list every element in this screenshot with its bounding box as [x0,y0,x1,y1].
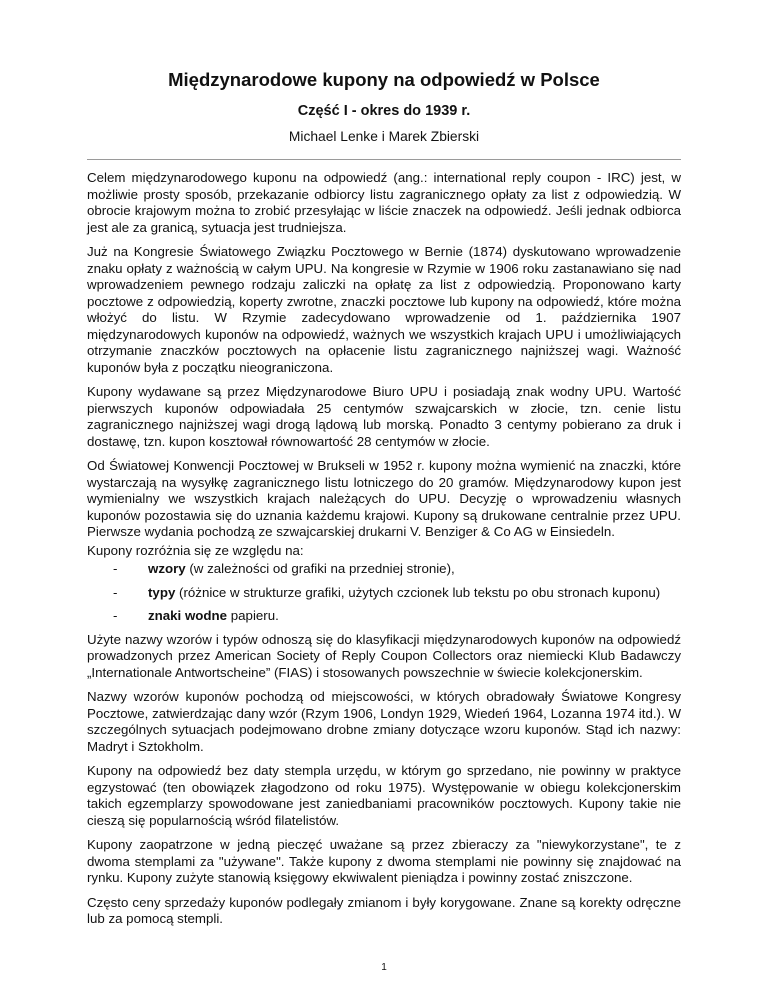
list-dash: - [113,608,118,623]
paragraph-history: Już na Kongresie Światowego Związku Pocztowego w Bernie (1874) dyskutowano wprowadzenie znaku opłaty z ważnością w całym UPU. Na kongresie w Rzymie w 1906 roku zastanawiano się nad wprowadzeniem pewnego rodzaju zaliczki na opłatę za list z odpowiedzią. Proponowano karty pocztowe z odpowiedzią, koperty zwrotne, znaczki pocztowe lub kupony na odpowiedź, które można włożyć do listu. W Rzymie zadecydowano wprowadzenie od 1. października 1907 międzynarodowych kuponów na odpowiedź, ważnych we wszystkich krajach UPU i umożliwiających otrzymanie znaczków pocztowych na opłacenie listu zagranicznego najniższej wagi. Ważność kuponów była z początku nieograniczona. [87,244,681,375]
list-item-term: typy [148,584,176,600]
paragraph-classification: Użyte nazwy wzorów i typów odnoszą się do klasyfikacji międzynarodowych kuponów na odpowiedź prowadzonych przez American Society of Reply Coupon Collectors oraz niemiecki Klub Badawczy „Internationale Antwortscheine” (FIAS) i stosowanych powszechnie w świecie kolekcjonerskim. [87,631,681,680]
list-item [87,608,681,625]
list-dash: - [113,584,118,600]
list-item-term: wzory [148,561,186,576]
paragraph-cancellations: Kupony zaopatrzone w jedną pieczęć uważane są przez zbieraczy za "niewykorzystane", te z dwoma stemplami za "używane". Także kupony z dwoma stemplami nie powinny się znajdować na rynku. Kupony zużyte stanowią księgowy ekwiwalent pieniądza i powinny zostać zniszczone. [87,837,681,885]
list-item-text: (różnice w strukturze grafiki, użytych czcionek lub tekstu po obu stronach kuponu) [175,584,661,600]
paragraph-brussels: Od Światowej Konwencji Pocztowej w Brukseli w 1952 r. kupony można wymienić na znaczki, które wystarczają na wysyłkę zagranicznego listu lotniczego do 20 gramów. Międzynarodowy kupon jest wymienialny we wszystkich krajach należących do UPU. Decyzję o wprowadzeniu własnych kuponów pozostawia się do uznania każdemu krajowi. Kupony są drukowane centralnie przez UPU. Pierwsze wydania pochodzą ze szwajcarskiej drukarni V. Benziger & Co AG w Einsiedeln. [87,458,681,539]
list-item-term: znaki wodne [148,608,228,623]
document-body [87,170,681,928]
paragraph-intro: Celem międzynarodowego kuponu na odpowiedź (ang.: international reply coupon - IRC) jest, w możliwie prosty sposób, przekazanie odbiorcy listu zagranicznego opłaty za list z odpowiedzią. W obrocie krajowym można to zrobić przesyłając w liście znaczek na odpowiedź. Jeśli jednak odbiorca jest ale za granicą, sytuacja jest trudniejsza. [87,170,681,235]
page-number: 1 [381,962,387,973]
paragraph-prices: Często ceny sprzedaży kuponów podlegały zmianom i były korygowane. Znane są korekty odręczne lub za pomocą stempli. [87,894,681,926]
list-item-text: (w zależności od grafiki na przedniej stronie), [185,561,455,576]
list-item-text: papieru. [227,608,279,623]
document-subtitle: Część I - okres do 1939 r. [297,103,471,119]
document-authors: Michael Lenke i Marek Zbierski [288,129,480,144]
header-divider [87,159,681,160]
list-item [87,585,681,602]
paragraph-issuance: Kupony wydawane są przez Międzynarodowe Biuro UPU i posiadają znak wodny UPU. Wartość pierwszych kuponów odpowiadała 25 centymów szwajcarskich w złocie, tzn. cenie listu zagranicznego najniższej wagi drogą lądową lub morską. Ponadto 3 centymy pobierano za druk i dostawę, tzn. kupon kosztował równowartość 28 centymów w złocie. [87,384,681,449]
paragraph-list-intro: Kupony rozróżnia się ze względu na: [87,542,304,558]
document-title: Międzynarodowe kupony na odpowiedź w Polsce [168,69,600,90]
paragraph-undated: Kupony na odpowiedź bez daty stempla urzędu, w którym go sprzedano, nie powinny w praktyce egzystować (ten obowiązek złagodzono od roku 1975). Występowanie w obiegu kolekcjonerskim takich egzemplarzy spowodowane jest zaniedbaniami pracowników pocztowych. Kupony takie nie cieszą się popularnością wśród filatelistów. [87,763,681,828]
list-dash: - [113,561,118,576]
classification-list [87,561,681,625]
paragraph-pattern-names: Nazwy wzorów kuponów pochodzą od miejscowości, w których obradowały Światowe Kongresy Pocztowe, zatwierdzając dany wzór (Rzym 1906, Londyn 1929, Wiedeń 1964, Lozanna 1974 itd.). W szczególnych sytuacjach podejmowano drobne zmiany dotyczące wzoru kuponów. Stąd ich nazwy: Madryt i Sztokholm. [87,689,681,754]
list-item [87,561,681,578]
